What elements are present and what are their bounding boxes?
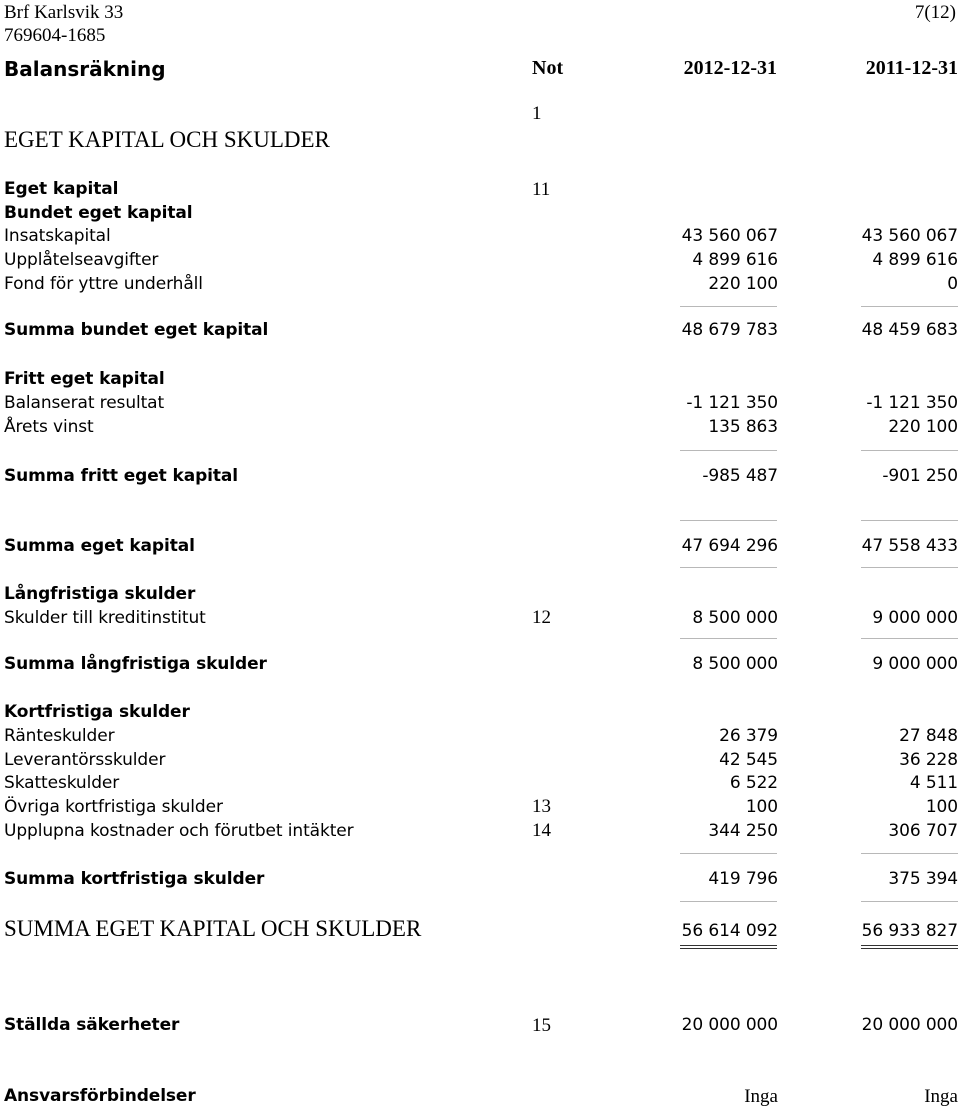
organization-number: 769604-1685 — [4, 25, 106, 46]
value-2011: 4 511 — [909, 773, 958, 793]
subtotal-rule — [861, 567, 958, 568]
value-2012: 43 560 067 — [681, 226, 778, 246]
section-title: EGET KAPITAL OCH SKULDER — [4, 127, 330, 152]
value-2012: 220 100 — [708, 274, 778, 294]
value-2012: 47 694 296 — [681, 536, 778, 556]
subtotal-rule — [680, 567, 777, 568]
value-2011: 9 000 000 — [872, 608, 958, 628]
subtotal-rule — [861, 450, 958, 451]
value-2011: 27 848 — [899, 726, 958, 746]
double-underline — [680, 948, 777, 949]
subtotal-rule — [861, 901, 958, 902]
value-2012: 56 614 092 — [681, 921, 778, 941]
subtotal-rule — [861, 520, 958, 521]
row-label: Skulder till kreditinstitut — [4, 608, 206, 628]
subtotal-rule — [680, 520, 777, 521]
section-note: 1 — [532, 103, 542, 124]
value-2011: 306 707 — [888, 821, 958, 841]
subtotal-rule — [861, 638, 958, 639]
subtotal-rule — [861, 306, 958, 307]
value-2011: 9 000 000 — [872, 654, 958, 674]
value-2011: 47 558 433 — [861, 536, 958, 556]
fritt-heading: Fritt eget kapital — [4, 369, 165, 389]
row-note: 12 — [532, 607, 551, 628]
row-note: 13 — [532, 796, 551, 817]
row-label: SUMMA EGET KAPITAL OCH SKULDER — [4, 916, 422, 941]
value-2012: 419 796 — [708, 869, 778, 889]
double-underline — [861, 948, 958, 949]
subtotal-rule — [680, 306, 777, 307]
double-underline — [680, 945, 777, 946]
subtotal-rule — [861, 853, 958, 854]
subtotal-rule — [680, 853, 777, 854]
value-2011: 56 933 827 — [861, 921, 958, 941]
bundet-heading: Bundet eget kapital — [4, 203, 193, 223]
row-label: Övriga kortfristiga skulder — [4, 797, 223, 817]
value-2012: -985 487 — [702, 466, 778, 486]
subtotal-rule — [680, 450, 777, 451]
value-2011: 100 — [925, 797, 958, 817]
value-2012: 20 000 000 — [681, 1015, 778, 1035]
page-number: 7(12) — [914, 2, 956, 23]
value-2011: Inga — [924, 1086, 958, 1107]
subtotal-rule — [680, 638, 777, 639]
row-label: Ränteskulder — [4, 726, 115, 746]
value-2011: 0 — [947, 274, 958, 294]
row-label: Summa eget kapital — [4, 536, 195, 556]
value-2012: 48 679 783 — [681, 320, 778, 340]
page-title: Balansräkning — [4, 57, 166, 81]
value-2011: -901 250 — [882, 466, 958, 486]
value-2012: -1 121 350 — [686, 393, 778, 413]
value-2011: 20 000 000 — [861, 1015, 958, 1035]
row-label: Summa fritt eget kapital — [4, 466, 239, 486]
row-label: Fond för yttre underhåll — [4, 274, 203, 294]
double-underline — [861, 945, 958, 946]
value-2012: 4 899 616 — [692, 250, 778, 270]
subtotal-rule — [680, 901, 777, 902]
row-label: Summa bundet eget kapital — [4, 320, 269, 340]
value-2012: 8 500 000 — [692, 608, 778, 628]
value-2012: 344 250 — [708, 821, 778, 841]
row-label: Leverantörsskulder — [4, 750, 166, 770]
value-2011: 48 459 683 — [861, 320, 958, 340]
eget-kapital-not: 11 — [532, 179, 551, 200]
value-2011: 4 899 616 — [872, 250, 958, 270]
kortfristiga-heading: Kortfristiga skulder — [4, 702, 190, 722]
value-2012: 26 379 — [719, 726, 778, 746]
column-header-not: Not — [532, 57, 564, 79]
row-note: 14 — [532, 820, 551, 841]
row-label: Balanserat resultat — [4, 393, 165, 413]
organization-name: Brf Karlsvik 33 — [4, 2, 124, 23]
row-label: Upplupna kostnader och förutbet intäkter — [4, 821, 354, 841]
column-header-2011: 2011-12-31 — [865, 57, 958, 79]
row-label: Ställda säkerheter — [4, 1015, 180, 1035]
value-2011: 36 228 — [899, 750, 958, 770]
row-label: Skatteskulder — [4, 773, 120, 793]
value-2012: 135 863 — [708, 417, 778, 437]
value-2011: 375 394 — [888, 869, 958, 889]
column-header-2012: 2012-12-31 — [683, 57, 777, 79]
row-note: 15 — [532, 1015, 551, 1036]
row-label: Ansvarsförbindelser — [4, 1086, 196, 1106]
value-2012: 100 — [745, 797, 778, 817]
value-2011: -1 121 350 — [866, 393, 958, 413]
value-2012: 6 522 — [729, 773, 778, 793]
value-2012: 8 500 000 — [692, 654, 778, 674]
row-label: Årets vinst — [4, 417, 94, 437]
row-label: Summa kortfristiga skulder — [4, 869, 265, 889]
value-2011: 43 560 067 — [861, 226, 958, 246]
row-label: Insatskapital — [4, 226, 111, 246]
eget-kapital-heading: Eget kapital — [4, 179, 119, 199]
value-2012: 42 545 — [719, 750, 778, 770]
row-label: Summa långfristiga skulder — [4, 654, 267, 674]
langfristiga-heading: Långfristiga skulder — [4, 584, 196, 604]
value-2012: Inga — [744, 1086, 778, 1107]
value-2011: 220 100 — [888, 417, 958, 437]
row-label: Upplåtelseavgifter — [4, 250, 159, 270]
